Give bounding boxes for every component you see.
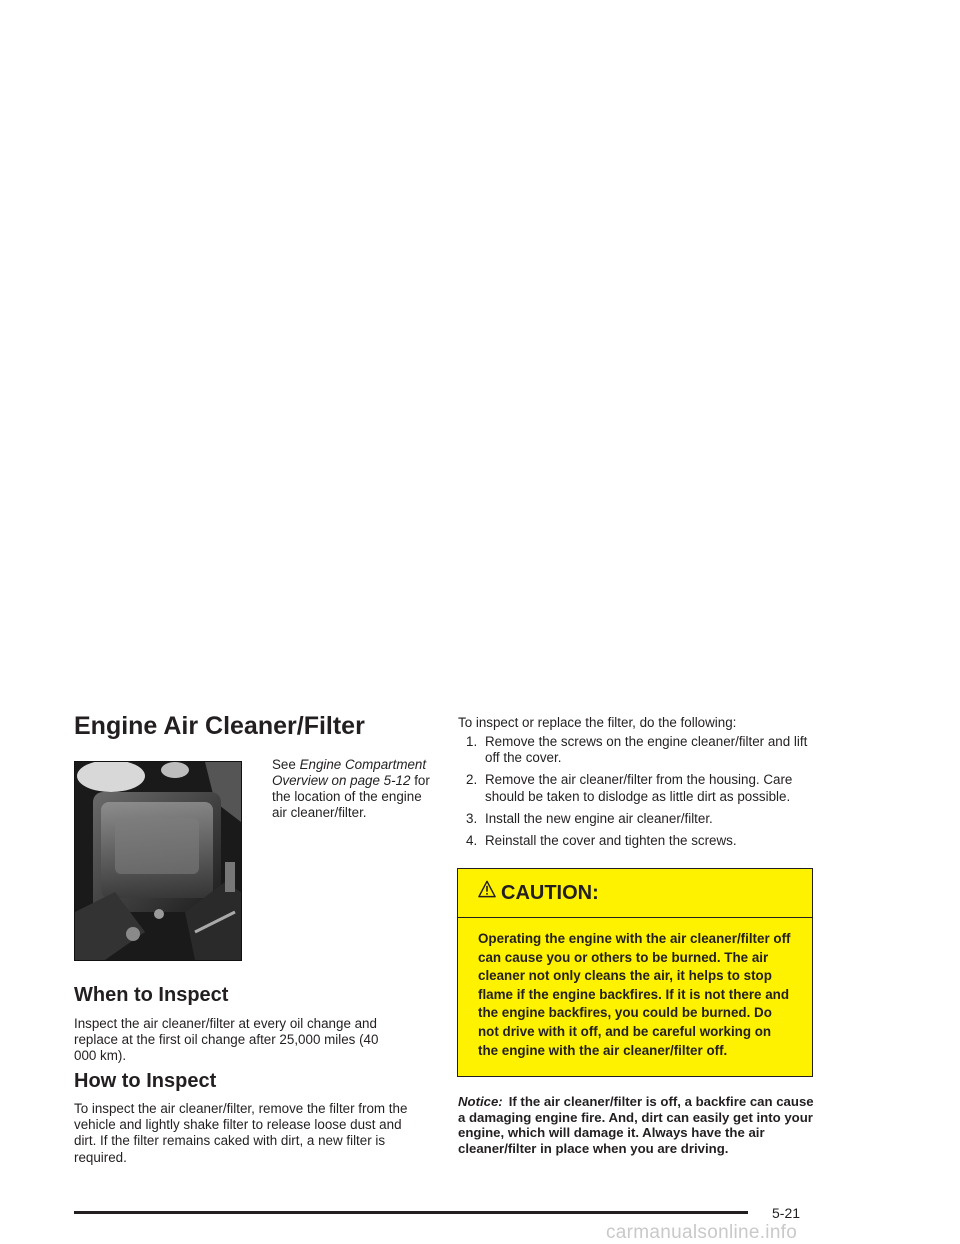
notice-label: Notice:: [458, 1094, 503, 1109]
caution-header: [458, 869, 812, 918]
procedure-step: [458, 734, 816, 766]
how-to-inspect-text: To inspect the air cleaner/filter, remove the filter from the vehicle and lightly shake filter to release loose dust and dirt. If the filter remains caked with dirt, a new filter is required.: [74, 1101, 408, 1165]
footer-rule: [74, 1211, 748, 1214]
step-number: 3.: [466, 810, 478, 826]
cross-reference-link[interactable]: Engine Compartment Overview on page 5-12: [272, 757, 427, 788]
procedure-step: [458, 833, 816, 849]
when-to-inspect-heading: When to Inspect: [74, 984, 229, 1006]
how-to-inspect-heading: How to Inspect: [74, 1070, 217, 1092]
step-number: 1.: [466, 734, 478, 749]
warning-triangle-icon: [478, 880, 496, 898]
procedure-intro: To inspect or replace the filter, do the following:: [458, 715, 737, 730]
step-text: Remove the screws on the engine cleaner/filter and lift off the cover.: [485, 734, 808, 766]
page-number: 5-21: [772, 1205, 801, 1221]
section-title: Engine Air Cleaner/Filter: [74, 712, 365, 740]
notice-block: [458, 1094, 818, 1156]
procedure-step: [458, 772, 816, 804]
caution-label: CAUTION:: [501, 881, 599, 904]
step-text: Remove the air cleaner/filter from the housing. Care should be taken to dislodge as little dirt as possible.: [485, 772, 793, 804]
step-number: 2.: [466, 772, 478, 788]
step-text: Install the new engine air cleaner/filter.: [485, 810, 713, 826]
notice-text: If the air cleaner/filter is off, a backfire can cause a damaging engine fire. And, dirt can easily get into your engine, which will damage it. Always have the air cleaner/filter in place when you are driving.: [458, 1094, 814, 1156]
watermark: carmanualsonline.info: [606, 1222, 798, 1243]
engine-air-cleaner-photo: [74, 761, 242, 961]
step-text: Reinstall the cover and tighten the screws.: [485, 833, 737, 849]
caution-text: Operating the engine with the air cleaner/filter off can cause you or others to be burned. The air cleaner not only cleans the air, it helps to stop flame if the engine backfires. If it is not there and the engine backfires, you could be burned. Do not drive with it off, and be careful working on the engine with the air cleaner/filter off.: [478, 931, 791, 1058]
when-to-inspect-text: Inspect the air cleaner/filter at every oil change and replace at the first oil change after 25,000 miles (40 000 km).: [74, 1016, 379, 1064]
see-prefix: See: [272, 757, 296, 772]
see-suffix: for the location of the engine air cleaner/filter.: [272, 773, 430, 820]
procedure-step: [458, 811, 816, 827]
step-number: 4.: [466, 833, 478, 849]
procedure-steps: [458, 734, 816, 855]
see-reference: [272, 757, 432, 821]
caution-box: [457, 868, 813, 1077]
